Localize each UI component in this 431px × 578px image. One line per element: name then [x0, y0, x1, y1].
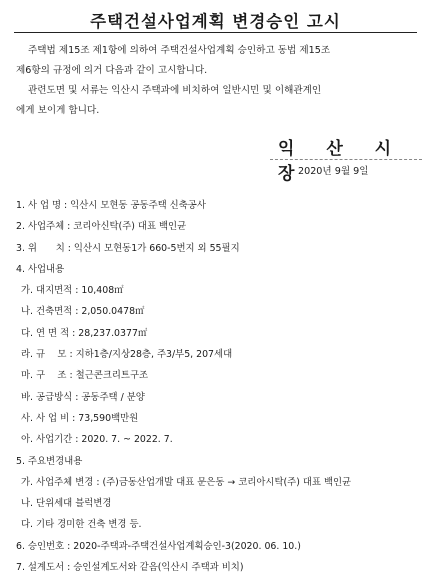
list-item: 아. 사업기간 : 2020. 7. ~ 2022. 7.: [21, 434, 173, 446]
intro-line-4: 에게 보이게 합니다.: [16, 105, 100, 116]
intro-paragraph-2: [16, 81, 420, 121]
list-item: 나. 단위세대 블럭변경: [21, 498, 112, 510]
list-item: 나. 건축면적 : 2,050.0478㎡: [21, 306, 145, 318]
list-item: 다. 기타 경미한 건축 변경 등.: [21, 519, 142, 531]
list-item: 가. 사업주체 변경 : (주)금동산업개발 대표 문은동 → 코리아시탁(주) 대표 백인균: [21, 476, 352, 488]
list-item: 1. 사 업 명 : 익산시 모현동 공동주택 신축공사: [16, 200, 206, 211]
intro-line-1: 주택법 제15조 제1항에 의하여 주택건설사업계획 승인하고 동법 제15조: [28, 45, 331, 56]
list-item: 가. 대지면적 : 10,408㎡: [21, 285, 124, 297]
title-divider: [14, 32, 417, 33]
list-item: 3. 위 치 : 익산시 모현동1가 660-5번지 외 55필지: [16, 242, 240, 254]
mayor-signature: 익 산 시 장: [278, 139, 405, 184]
list-item: 5. 주요변경내용: [16, 455, 83, 467]
intro-line-3: 관련도면 및 서류는 익산시 주택과에 비치하여 일반시민 및 이해관계인: [28, 85, 322, 96]
list-item: 4. 사업내용: [16, 263, 65, 275]
list-item: 마. 구 조 : 철근콘크리트구조: [21, 370, 149, 382]
list-item: 라. 규 모 : 지하1층/지상28층, 주3/부5, 207세대: [21, 349, 233, 361]
notice-items-list: [16, 195, 426, 578]
list-item: 바. 공급방식 : 공동주택 / 분양: [21, 391, 145, 403]
list-item: 사. 사 업 비 : 73,590백만원: [21, 412, 139, 424]
notice-title: 주택건설사업계획 변경승인 고시: [90, 12, 341, 31]
list-item: 다. 연 면 적 : 28,237.0377㎡: [21, 327, 148, 339]
list-item: 7. 설계도서 : 승인설계도서와 같음(익산시 주택과 비치): [16, 562, 244, 574]
list-item: 2. 사업주체 : 코리아신탁(주) 대표 백인균: [16, 221, 187, 233]
intro-paragraph-1: [16, 41, 420, 81]
signature-divider: [270, 159, 422, 160]
notice-date: 2020년 9월 9일: [298, 166, 369, 177]
list-item: 6. 승인번호 : 2020-주택과-주택건설사업계획승인-3(2020. 06. 10.): [16, 540, 301, 552]
intro-line-2: 제6항의 규정에 의거 다음과 같이 고시합니다.: [16, 65, 208, 76]
